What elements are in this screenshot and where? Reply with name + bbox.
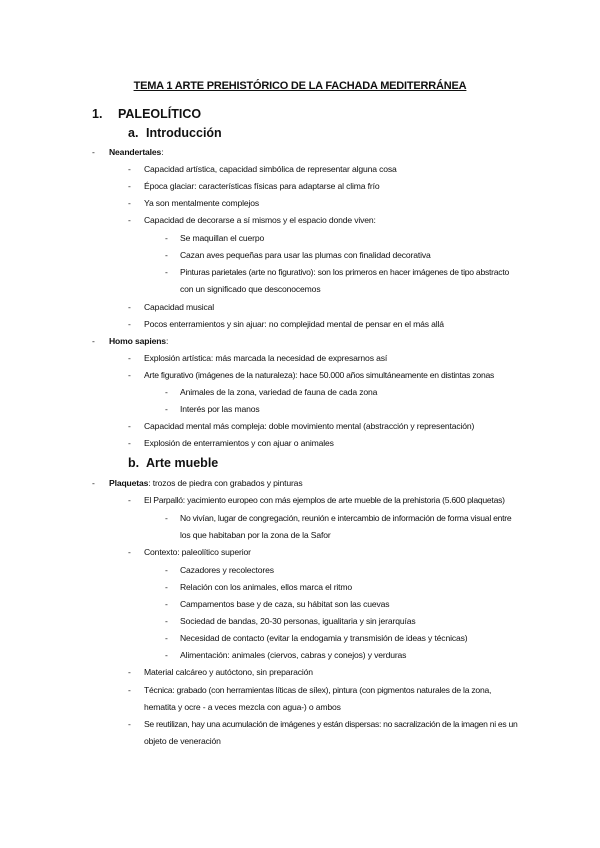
bullet-dash: - <box>128 181 131 191</box>
bullet-dash: - <box>165 565 168 575</box>
bullet-dash: - <box>165 513 168 523</box>
bullet-dash: - <box>128 685 131 695</box>
term-plaquetas: Plaquetas <box>109 478 149 488</box>
bullet-dash: - <box>128 421 131 431</box>
bullet-dash: - <box>128 164 131 174</box>
bullet-dash: - <box>165 404 168 414</box>
list-item: Capacidad mental más compleja: doble movimiento mental (abstracción y representación) <box>144 421 475 431</box>
bullet-dash: - <box>165 233 168 243</box>
section-number: 1. <box>92 107 103 121</box>
list-item: No vivían, lugar de congregación, reunión e intercambio de información de forma visual entre <box>180 513 512 523</box>
list-item: Pinturas parietales (arte no figurativo): son los primeros en hacer imágenes de tipo abstracto <box>180 267 510 277</box>
subsection-label: Arte mueble <box>146 456 219 470</box>
list-item: Cazan aves pequeñas para usar las plumas con finalidad decorativa <box>180 250 431 260</box>
list-item: Relación con los animales, ellos marca el ritmo <box>180 582 353 592</box>
list-item: Capacidad artística, capacidad simbólica de representar alguna cosa <box>144 164 397 174</box>
document-title: TEMA 1 ARTE PREHISTÓRICO DE LA FACHADA MEDITERRÁNEA <box>133 80 467 92</box>
term-suffix: : <box>165 336 169 346</box>
subsection-letter: a. <box>128 126 139 140</box>
term-homo-sapiens: Homo sapiens <box>109 336 166 346</box>
list-item: Necesidad de contacto (evitar la endogamia y transmisión de ideas y técnicas) <box>180 633 468 643</box>
bullet-dash: - <box>128 667 131 677</box>
list-item-continuation: con un significado que desconocemos <box>180 284 321 294</box>
term-definition: : trozos de piedra con grabados y pinturas <box>148 478 303 488</box>
list-item-continuation: objeto de veneración <box>144 736 221 746</box>
list-item: Material calcáreo y autóctono, sin preparación <box>144 667 313 677</box>
list-item: Explosión artística: más marcada la necesidad de expresarnos así <box>144 353 388 363</box>
term-suffix: : <box>161 147 164 157</box>
list-item: Ya son mentalmente complejos <box>144 198 260 208</box>
subsection-heading-arte-mueble <box>128 456 218 470</box>
subsection-heading-introduccion <box>128 126 222 140</box>
bullet-dash: - <box>128 370 131 380</box>
subsection-label: Introducción <box>146 126 222 140</box>
list-item: Cazadores y recolectores <box>180 565 274 575</box>
list-item-neandertales <box>109 147 163 158</box>
list-item: Contexto: paleolítico superior <box>144 547 251 557</box>
subsection-letter: b. <box>128 456 140 470</box>
list-item: Sociedad de bandas, 20-30 personas, igualitaria y sin jerarquías <box>180 616 416 626</box>
bullet-dash: - <box>128 302 131 312</box>
list-item: Capacidad de decorarse a sí mismos y el espacio donde viven: <box>144 215 376 225</box>
section-heading-paleolitico <box>92 107 201 121</box>
bullet-dash: - <box>165 633 168 643</box>
bullet-dash: - <box>128 495 131 505</box>
list-item: Capacidad musical <box>144 302 215 312</box>
bullet-dash: - <box>165 616 168 626</box>
list-item: Arte figurativo (imágenes de la naturaleza): hace 50.000 años simultáneamente en distintas zonas <box>144 370 495 380</box>
list-item: Se reutilizan, hay una acumulación de imágenes y están dispersas: no sacralización de la imagen ni es un <box>144 719 518 729</box>
list-item-continuation: los que habitaban por la zona de la Safor <box>180 530 331 540</box>
bullet-dash: - <box>92 336 95 346</box>
list-item: Animales de la zona, variedad de fauna de cada zona <box>180 387 378 397</box>
bullet-dash: - <box>128 547 131 557</box>
bullet-dash: - <box>165 267 168 277</box>
list-item-homo-sapiens <box>109 336 168 347</box>
bullet-dash: - <box>128 438 131 448</box>
bullet-dash: - <box>128 198 131 208</box>
bullet-dash: - <box>92 478 95 488</box>
bullet-dash: - <box>128 353 131 363</box>
bullet-dash: - <box>165 250 168 260</box>
bullet-dash: - <box>165 387 168 397</box>
bullet-dash: - <box>92 147 95 157</box>
list-item: Pocos enterramientos y sin ajuar: no complejidad mental de pensar en el más allá <box>144 319 444 329</box>
list-item: Técnica: grabado (con herramientas líticas de sílex), pintura (con pigmentos naturales de la zona, <box>144 685 492 695</box>
list-item-plaquetas <box>109 478 302 489</box>
bullet-dash: - <box>128 719 131 729</box>
section-label: PALEOLÍTICO <box>118 107 202 121</box>
list-item: Campamentos base y de caza, su hábitat son las cuevas <box>180 599 390 609</box>
list-item: Explosión de enterramientos y con ajuar o animales <box>144 438 334 448</box>
bullet-dash: - <box>165 650 168 660</box>
list-item: Época glaciar: características físicas para adaptarse al clima frío <box>144 181 380 191</box>
list-item: Interés por las manos <box>180 404 260 414</box>
list-item: El Parpalló: yacimiento europeo con más ejemplos de arte mueble de la prehistoria (5.600 plaquetas) <box>144 495 505 505</box>
bullet-dash: - <box>128 319 131 329</box>
list-item: Alimentación: animales (ciervos, cabras y conejos) y verduras <box>180 650 407 660</box>
bullet-dash: - <box>165 599 168 609</box>
bullet-dash: - <box>165 582 168 592</box>
bullet-dash: - <box>128 215 131 225</box>
term-neandertales: Neandertales <box>109 147 162 157</box>
list-item: Se maquillan el cuerpo <box>180 233 265 243</box>
list-item-continuation: hematita y ocre - a veces mezcla con agua-) o ambos <box>144 702 341 712</box>
